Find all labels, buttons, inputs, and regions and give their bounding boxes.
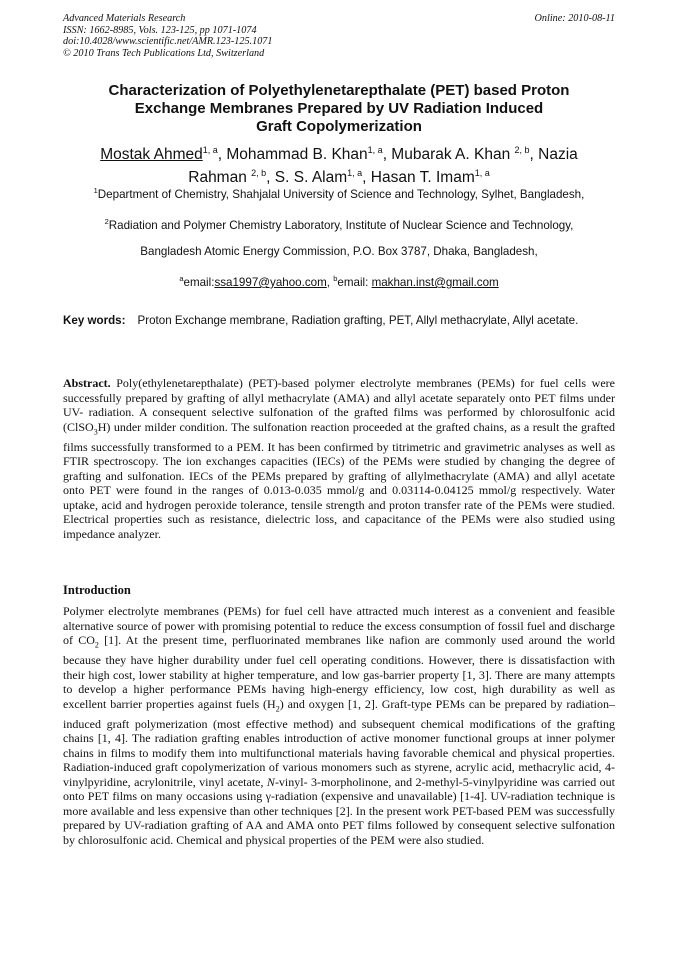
intro-text: -vinyl- 3-morpholinone, and 2-methyl-5-vinylpyridine was carried out onto PET films on many occasions using γ-radiation (expensive and unavailable) [1-4]. UV-radiation technique is more available and less expensive than other techniques [2]. In the present work PET-based PEM was successfully prepared by UV-radiation grafting of AA and AMA onto PET films followed by consequent selective sulfonation by chlorosulfonic acid. Chemical and physical properties of the PEM were also studied. (63, 774, 615, 847)
author-rahman: Rahman (188, 169, 252, 187)
subscript: 2 (275, 704, 280, 714)
title-line-1: Characterization of Polyethylenetarepthalate (PET) based Proton (108, 82, 570, 99)
abstract-text: H) under milder condition. The sulfonation reaction proceeded at the grafted chains, as a result the grafted films successfully transformed to a PEM. It has been confirmed by titrimetric and gravimetric analyses as well as FTIR spectroscopy. The ion exchanges capacities (IECs) of the PEMs were studied by changing the degree of grafting and sulfonation. IECs of the PEMs prepared by grafting of allylmethacrylate (AMA) and allyl acetate onto PET were found in the ranges of 0.013-0.035 mmol/g and 0.03114-0.04125 mmol/g respectively. Water uptake, acid and hydrogen peroxide tolerance, tensile strength and proton transfer rate of the PEMs were studied. Electrical properties such as resistance, dielectric loss, and capacitance of the PEMs were also studied using impedance analyzer. (63, 419, 615, 541)
affiliation-sup: 1 (93, 186, 98, 195)
keywords-text: Proton Exchange membrane, Radiation grafting, PET, Allyl methacrylate, Allyl acetate. (137, 314, 579, 327)
keywords (63, 314, 615, 329)
section-heading-introduction: Introduction (63, 583, 131, 597)
author-sup: 1, a (202, 145, 218, 155)
author-imam: , Hasan T. Imam (362, 169, 475, 187)
email-link-a[interactable]: ssa1997@yahoo.com (214, 275, 327, 289)
copyright-line: © 2010 Trans Tech Publications Ltd, Switzerland (63, 47, 265, 59)
keywords-label: Key words: (63, 314, 126, 327)
page-header (63, 13, 615, 59)
author-list (63, 141, 615, 187)
email-link-b[interactable]: makhan.inst@gmail.com (371, 275, 499, 289)
email-sup: b (333, 274, 338, 283)
author-sup: 1, a (367, 145, 383, 155)
email-label: email: (337, 275, 372, 289)
abstract-text: Poly(ethylenetarepthalate) (PET)-based polymer electrolyte membranes (PEMs) for fuel cells were successfully prepared by grafting of allyl methacrylate (AMA) and allyl acetate separately onto PET films under UV- radiation. A consequent selective sulfonation of the grafted films was performed by chlorosulfonic acid (ClSO (63, 376, 615, 434)
title-line-3: Graft Copolymerization (256, 118, 422, 135)
paper-title (63, 82, 615, 136)
affiliation-2 (63, 215, 615, 233)
affiliation-2-cont: Bangladesh Atomic Energy Commission, P.O. Box 3787, Dhaka, Bangladesh, (140, 245, 538, 258)
email-separator: , (326, 275, 330, 289)
email-label: email: (183, 275, 215, 289)
introduction-paragraph (63, 604, 615, 848)
author-sup: 2, b (251, 168, 267, 179)
abstract-label: Abstract. (63, 376, 111, 390)
intro-text: Polymer electrolyte membranes (PEMs) for fuel cell have attracted much interest as a convenient and feasible alternative source of power with promising potential to reduce the excess consumption of fossil fuel and discharge of CO (63, 604, 615, 648)
author-sup: 1, a (347, 168, 363, 179)
author-mohammad-khan: , Mohammad B. Khan (217, 146, 368, 164)
doi-line: doi:10.4028/www.scientific.net/AMR.123-125.1071 (63, 36, 273, 48)
author-nazia: , Nazia (529, 146, 578, 164)
author-sup: 2, b (514, 145, 530, 155)
author-mubarak-khan: , Mubarak A. Khan (382, 146, 515, 164)
author-line-1 (63, 141, 615, 164)
intro-text: [1]. At the present time, perfluorinated membranes like nafion are commonly used around the world because they have higher durability under fuel cell operating conditions. However, there is dissatisfaction with their high cost, lower stability at higher temperature, and low gas-barrier property [1, 3]. There are many attempts to develop a higher performance PEMs having high-energy efficiency, low cost, high durability as well as excellent barrier properties against fuels (H (63, 633, 615, 711)
journal-name: Advanced Materials Research (63, 13, 186, 24)
subscript: 3 (93, 427, 98, 437)
author-sup: 1, a (474, 168, 490, 179)
author-mostak-ahmed: Mostak Ahmed (100, 146, 203, 164)
author-alam: , S. S. Alam (266, 169, 348, 187)
abstract (63, 376, 615, 541)
affiliation-1-text: Department of Chemistry, Shahjalal University of Science and Technology, Sylhet, Bangladesh, (97, 187, 585, 201)
intro-text: ) and oxygen [1, 2]. Graft-type PEMs can be prepared by radiation–induced graft polymerization (most effective method) and subsequent chemical modifications of the grafting chains [1, 4]. The radiation grafting enables introduction of active monomer functional groups at inner polymer chains in films to modify them into multifunctional materials having favorable chemical and physical properties. Radiation-induced graft copolymerization of various monomers such as styrene, acrylic acid, methacrylic acid, 4-vinylpyridine, acrylonitrile, vinyl acetate, (63, 696, 615, 789)
issn-line: ISSN: 1662-8985, Vols. 123-125, pp 1071-1074 (63, 24, 257, 36)
title-line-2: Exchange Membranes Prepared by UV Radiation Induced (134, 100, 544, 117)
email-line (63, 272, 615, 290)
affiliation-1 (63, 184, 615, 202)
italic-n: N (266, 774, 275, 789)
affiliation-2-text: Radiation and Polymer Chemistry Laboratory, Institute of Nuclear Science and Technology, (108, 218, 574, 232)
subscript: 2 (94, 640, 99, 650)
affiliation-sup: 2 (104, 217, 109, 226)
online-date: Online: 2010-08-11 (534, 13, 615, 24)
email-sup: a (179, 274, 184, 283)
